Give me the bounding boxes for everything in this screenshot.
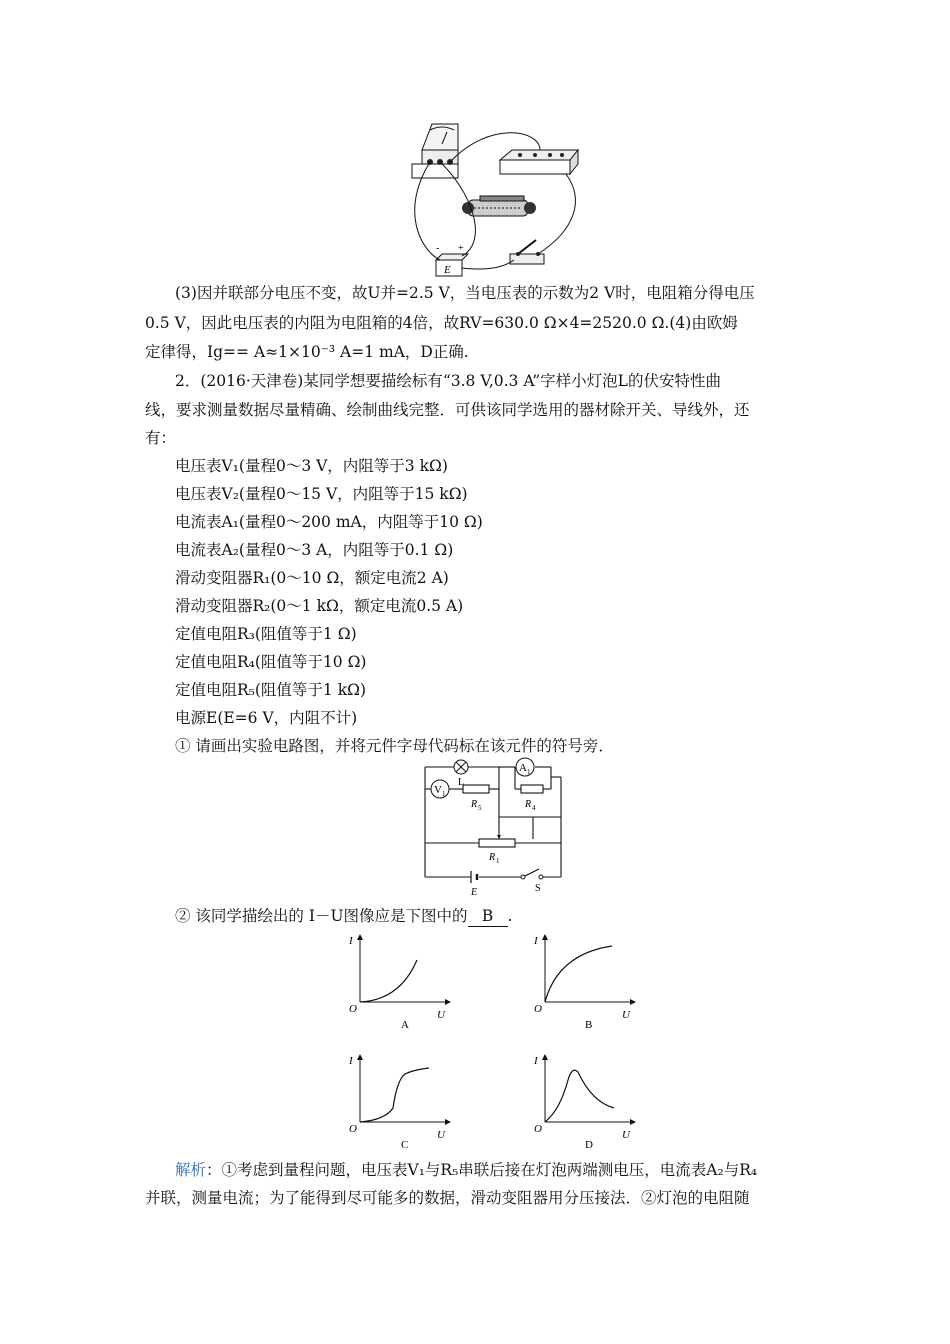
graph-b: [530, 930, 640, 1030]
r1-sub: 1: [496, 857, 500, 865]
lamp-label: L: [458, 777, 465, 788]
para3-line3: 定律得，Ig== A≈1×10⁻³ A=1 mA，D正确.: [145, 343, 469, 361]
v1-sub: 1: [442, 790, 446, 798]
y-axis-label: I: [534, 1055, 538, 1067]
x-axis-label: U: [622, 1129, 630, 1141]
analysis-line2: 并联，测量电流；为了能得到尽可能多的数据，滑动变阻器用分压接法．②灯泡的电阻随: [145, 1189, 750, 1207]
para3-line1: (3)因并联部分电压不变，故U并=2.5 V，当电压表的示数为2 V时，电阻箱分得电压: [175, 284, 755, 302]
equipment-item: 滑动变阻器R₁(0～10 Ω，额定电流2 A): [175, 569, 449, 587]
circuit-diagram: [415, 755, 575, 895]
r4-sub: 4: [532, 804, 536, 812]
y-axis-label: I: [534, 935, 538, 947]
e-label: E: [471, 887, 478, 895]
plus-label: +: [458, 243, 464, 254]
voltmeter-icon: [412, 124, 458, 178]
analysis-text-1: ：①考虑到量程问题，电压表V₁与R₅串联后接在灯泡两端测电压，电流表A₂与R₄: [206, 1161, 758, 1179]
equipment-item: 电压表V₂(量程0～15 V，内阻等于15 kΩ): [175, 485, 468, 503]
sub-question-2: [175, 906, 512, 927]
graph-d: [530, 1050, 640, 1150]
minus-label: -: [436, 243, 440, 254]
graph-label: C: [401, 1139, 409, 1150]
q2-line1: 2．(2016·天津卷)某同学想要描绘标有“3.8 V,0.3 A”字样小灯泡L的伏安特性曲: [175, 372, 721, 390]
origin-label: O: [534, 1123, 542, 1135]
graph-label: D: [585, 1139, 593, 1150]
equipment-item: 定值电阻R₅(阻值等于1 kΩ): [175, 681, 367, 699]
r5-sub: 5: [478, 804, 482, 812]
v1-label: V: [434, 784, 442, 796]
battery-icon: [436, 243, 468, 276]
sub2-suffix: .: [507, 907, 513, 925]
x-axis-label: U: [437, 1009, 445, 1021]
r5-label: R: [471, 799, 478, 810]
q2-line3: 有：: [145, 429, 177, 447]
x-axis-label: U: [437, 1129, 445, 1141]
battery-label: E: [444, 264, 451, 276]
apparatus-figure: [410, 120, 590, 280]
s-label: S: [535, 883, 541, 894]
origin-label: O: [534, 1003, 542, 1015]
equipment-item: 电流表A₂(量程0～3 A，内阻等于0.1 Ω): [175, 541, 454, 559]
equipment-item: 电流表A₁(量程0～200 mA，内阻等于10 Ω): [175, 513, 483, 531]
graph-a: [345, 930, 455, 1030]
r4-label: R: [525, 799, 532, 810]
para3-line2: 0.5 V，因此电压表的内阻为电阻箱的4倍，故RV=630.0 Ω×4=2520.0 Ω.(4)由欧姆: [145, 314, 738, 332]
a1-label: A: [519, 762, 527, 774]
equipment-item: 定值电阻R₃(阻值等于1 Ω): [175, 625, 357, 643]
lamp-icon: [454, 760, 468, 774]
r1-label: R: [489, 852, 496, 863]
sub2-prefix: ② 该同学描绘出的 I－U图像应是下图中的: [175, 907, 468, 925]
switch-icon: [510, 240, 544, 264]
analysis-line1: [175, 1160, 757, 1180]
equipment-item: 定值电阻R₄(阻值等于10 Ω): [175, 653, 367, 671]
equipment-item: 电压表V₁(量程0～3 V，内阻等于3 kΩ): [175, 457, 448, 475]
y-axis-label: I: [349, 935, 353, 947]
graph-c: [345, 1050, 455, 1150]
answer-blank: B: [468, 906, 508, 927]
x-axis-label: U: [622, 1009, 630, 1021]
equipment-item: 电源E(E=6 V，内阻不计): [175, 709, 358, 727]
equipment-item: 滑动变阻器R₂(0～1 kΩ，额定电流0.5 A): [175, 597, 464, 615]
graph-label: A: [401, 1019, 409, 1030]
sub-question-1: ① 请画出实验电路图，并将元件字母代码标在该元件的符号旁．: [175, 737, 614, 755]
a1-sub: 1: [527, 768, 531, 776]
origin-label: O: [349, 1003, 357, 1015]
origin-label: O: [349, 1123, 357, 1135]
analysis-label: 解析: [175, 1161, 207, 1179]
graph-label: B: [585, 1019, 593, 1030]
y-axis-label: I: [349, 1055, 353, 1067]
resistance-box-icon: [500, 150, 578, 174]
q2-line2: 线，要求测量数据尽量精确、绘制曲线完整．可供该同学选用的器材除开关、导线外，还: [145, 401, 750, 419]
